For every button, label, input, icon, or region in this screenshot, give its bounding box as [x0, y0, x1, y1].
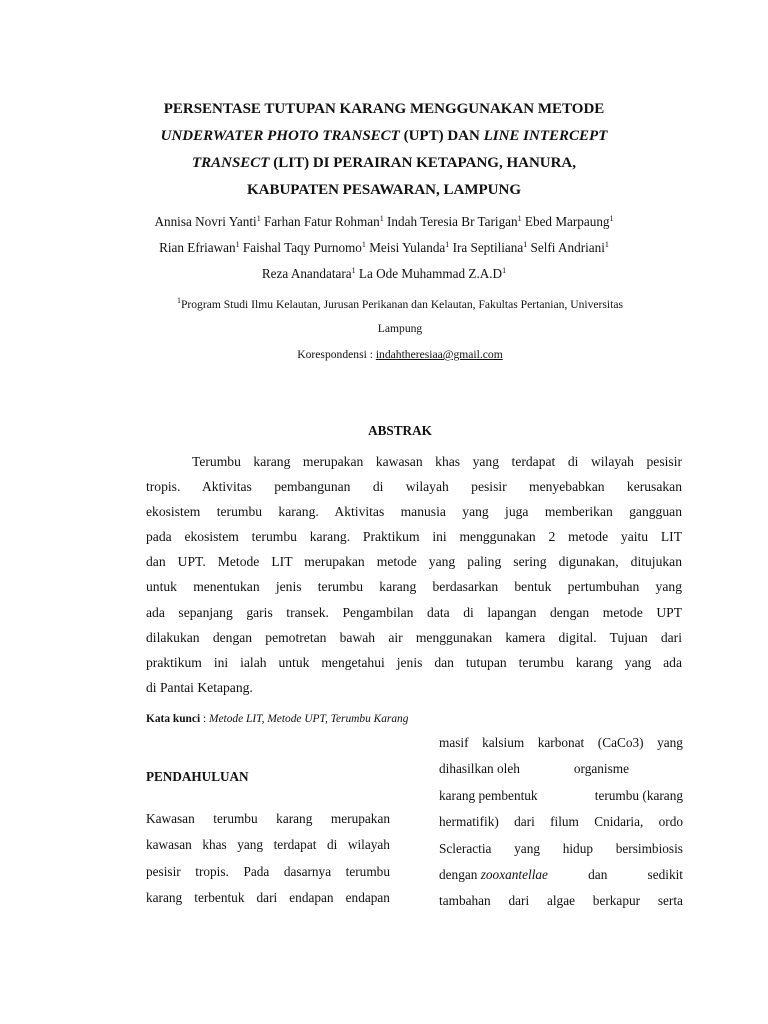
word: kalsium	[482, 735, 525, 750]
word: di	[326, 837, 338, 853]
correspondence-email-link[interactable]: indahtheresiaa@gmail.com	[375, 348, 503, 361]
title-text: (LIT) DI PERAIRAN KETAPANG, HANURA,	[269, 155, 577, 171]
author-affiliation-mark: 1	[351, 266, 356, 275]
word: Scleractia	[439, 840, 492, 856]
intro-left-line	[146, 833, 390, 859]
abstract-line: dan UPT. Metode LIT merupakan metode yang paling sering digunakan, ditujukan	[146, 554, 682, 570]
keywords-label: Kata kunci	[146, 713, 201, 725]
intro-right-line	[439, 757, 683, 783]
author-name: Meisi Yulanda	[369, 240, 446, 255]
title-italic-transect: TRANSECT	[191, 155, 270, 171]
affiliation-line-1	[140, 293, 660, 317]
word: kawasan	[146, 837, 192, 853]
keywords-separator: :	[200, 713, 209, 725]
author-name: Ira Septiliana	[452, 240, 524, 255]
word: dihasilkan oleh	[439, 761, 520, 777]
abstract-line: Terumbu karang merupakan kawasan khas yang terdapat di wilayah pesisir	[192, 454, 682, 469]
title-line-3	[130, 150, 638, 177]
title-italic-upt: UNDERWATER PHOTO TRANSECT	[160, 128, 400, 144]
word-group	[439, 863, 548, 889]
word: berkapur	[592, 893, 641, 909]
introduction-heading: PENDAHULUAN	[146, 769, 249, 784]
author-name: Ebed Marpaung	[524, 214, 610, 229]
word: khas	[202, 837, 227, 853]
word: terdapat	[273, 837, 317, 853]
word: terbentuk	[194, 890, 245, 906]
intro-left-line	[146, 807, 390, 833]
author-name: Rian Efriawan	[159, 240, 236, 255]
word: Kawasan	[146, 811, 195, 826]
word: algae	[546, 893, 576, 909]
word: filum	[550, 814, 579, 830]
abstract-line: pada ekosistem terumbu karang. Praktikum ini menggunakan 2 metode yaitu LIT	[146, 529, 682, 545]
word: ordo	[658, 814, 683, 830]
author-affiliation-mark: 1	[256, 214, 261, 223]
affiliation-mark: 1	[176, 296, 181, 305]
word: merupakan	[330, 811, 390, 826]
intro-left-line	[146, 860, 390, 886]
keywords-value: Metode LIT, Metode UPT, Terumbu Karang	[209, 713, 409, 725]
author-affiliation-mark: 1	[361, 240, 366, 249]
word: masif	[439, 735, 469, 750]
word: karang	[146, 890, 183, 906]
title-line-4: KABUPATEN PESAWARAN, LAMPUNG	[246, 182, 522, 198]
word: serta	[657, 893, 683, 909]
abstract-line: tropis. Aktivitas pembangunan di wilayah pesisir menyebabkan kerusakan	[146, 479, 682, 495]
author-name: Reza Anandatara	[261, 266, 352, 281]
word: dan	[588, 866, 608, 882]
abstract-line: praktikum ini ialah untuk mengetahui jenis dan tutupan terumbu karang yang ada	[146, 654, 682, 670]
word: endapan	[289, 890, 334, 906]
word: terumbu	[345, 863, 390, 879]
word: dasarnya	[283, 863, 332, 879]
word: sedikit	[647, 866, 683, 882]
author-name: Farhan Fatur Rohman	[263, 214, 380, 229]
affiliation-text: Program Studi Ilmu Kelautan, Jurusan Perikanan dan Kelautan, Fakultas Pertanian, Universitas	[180, 298, 624, 311]
word: karbonat	[537, 735, 585, 750]
word: tambahan	[439, 893, 491, 909]
word: Pada	[243, 863, 270, 879]
intro-right-line	[439, 889, 683, 915]
word: terumbu	[213, 811, 258, 826]
word: yang	[514, 840, 540, 856]
abstract-body	[146, 449, 682, 700]
word: yang	[657, 735, 683, 750]
word: endapan	[345, 890, 390, 906]
author-line-2	[120, 235, 648, 261]
paper-title	[130, 96, 638, 204]
intro-right-line	[439, 837, 683, 863]
title-line-2	[130, 123, 638, 150]
word: dari	[508, 893, 530, 909]
author-name: Annisa Novri Yanti	[154, 214, 257, 229]
word: wilayah	[347, 837, 390, 853]
abstract-line: untuk menentukan jenis terumbu karang berdasarkan bentuk pertumbuhan yang	[146, 579, 682, 595]
author-name: Selfi Andriani	[530, 240, 605, 255]
abstract-line: di Pantai Ketapang.	[146, 679, 253, 695]
affiliation	[140, 293, 660, 341]
word: hermatifik)	[439, 814, 499, 830]
intro-left-column	[146, 807, 390, 913]
author-name: Indah Teresia Br Tarigan	[387, 214, 518, 229]
author-affiliation-mark: 1	[609, 214, 614, 223]
author-affiliation-mark: 1	[517, 214, 522, 223]
author-affiliation-mark: 1	[502, 266, 507, 275]
word: Cnidaria,	[594, 814, 644, 830]
correspondence-label: Korespondensi :	[297, 348, 376, 361]
intro-right-line	[439, 810, 683, 836]
intro-right-line	[439, 784, 683, 810]
word: dari	[256, 890, 278, 906]
correspondence	[140, 344, 660, 366]
word: dengan	[439, 866, 481, 882]
title-text: (UPT) DAN	[399, 128, 484, 144]
abstract-line: ada sepanjang garis transek. Pengambilan data di lapangan dengan metode UPT	[146, 604, 682, 620]
abstract-line: ekosistem terumbu karang. Aktivitas manusia yang juga memberikan gangguan	[146, 504, 682, 520]
word: karang	[276, 811, 313, 826]
word: terumbu (karang	[594, 787, 683, 803]
intro-left-line	[146, 886, 390, 912]
word: (CaCo3)	[597, 735, 644, 750]
author-affiliation-mark: 1	[379, 214, 384, 223]
word: bersimbiosis	[615, 840, 683, 856]
author-affiliation-mark: 1	[235, 240, 240, 249]
author-affiliation-mark: 1	[523, 240, 528, 249]
author-name: Faishal Taqy Purnomo	[242, 240, 362, 255]
word: dari	[514, 814, 535, 830]
word: organisme	[573, 761, 630, 777]
author-name: La Ode Muhammad Z.A.D	[358, 266, 503, 281]
word: karang pembentuk	[439, 787, 538, 803]
author-affiliation-mark: 1	[445, 240, 450, 249]
italic-term: zooxantellae	[480, 866, 548, 882]
abstract-heading: ABSTRAK	[368, 423, 432, 438]
word: tropis.	[195, 863, 229, 879]
author-affiliation-mark: 1	[604, 240, 609, 249]
word: yang	[237, 837, 264, 853]
abstract-line: dilakukan dengan pemotretan bawah air menggunakan kamera digital. Tujuan dari	[146, 629, 682, 645]
word: hidup	[562, 840, 594, 856]
affiliation-line-2: Lampung	[377, 322, 423, 335]
title-line-1: PERSENTASE TUTUPAN KARANG MENGGUNAKAN METODE	[163, 101, 605, 117]
intro-right-line	[439, 731, 683, 757]
intro-right-column	[439, 731, 683, 916]
author-list	[120, 209, 648, 287]
author-line-1	[120, 209, 648, 235]
title-italic-lit: LINE INTERCEPT	[483, 128, 608, 144]
keywords	[146, 709, 408, 729]
author-line-3	[120, 261, 648, 287]
word: pesisir	[146, 863, 181, 879]
intro-right-line	[439, 863, 683, 889]
